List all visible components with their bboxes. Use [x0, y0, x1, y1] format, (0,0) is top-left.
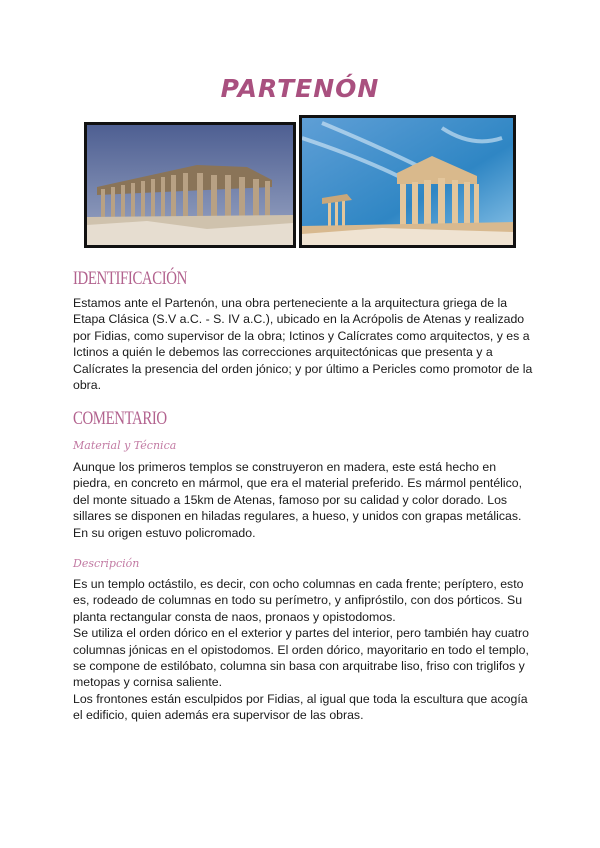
text-line: piedra, en concreto en mármol, que era el material preferido. Es mármol pentélico, — [73, 476, 523, 491]
parthenon-ruins-photo — [84, 122, 296, 248]
material-paragraph — [73, 459, 522, 541]
text-line: Aunque los primeros templos se construyeron en madera, este está hecho en — [73, 460, 497, 474]
section-heading-identificacion: IDENTIFICACIÓN — [73, 268, 187, 289]
text-line: metopas y cornisa saliente. — [73, 675, 223, 690]
text-line: por Fidias, como supervisor de la obra; Ictinos y Calícrates como arquitectos, y es a — [73, 328, 530, 343]
text-line: Estamos ante el Partenón, una obra perteneciente a la arquitectura griega de la — [73, 296, 508, 310]
text-line: el edificio, quien además era supervisor de las obras. — [73, 708, 364, 723]
subheading-material: Material y Técnica — [73, 439, 177, 452]
text-line: Los frontones están esculpidos por Fidias, al igual que toda la escultura que acogía — [73, 691, 528, 706]
text-line: En su origen estuvo policromado. — [73, 525, 256, 540]
text-line: sillares se disponen en hiladas regulares, a hueso, y unidos con grapas metálicas. — [73, 509, 522, 524]
subheading-descripcion: Descripción — [73, 557, 140, 570]
text-line: del monte situado a 15km de Atenas, famoso por su calidad y color dorado. Los — [73, 492, 508, 507]
page-title: PARTENÓN — [220, 74, 380, 103]
text-line: Etapa Clásica (S.V a.C. - S. IV a.C.), ubicado en la Acrópolis de Atenas y realizado — [73, 312, 525, 327]
descripcion-paragraph — [73, 576, 529, 724]
text-line: planta rectangular consta de naos, pronaos y opistodomos. — [73, 609, 396, 624]
text-line: Ictinos a quién le debemos las correcciones arquitectónicas que presenta y a — [73, 345, 493, 360]
text-line: se compone de estilóbato, columna sin basa con arquitrabe liso, friso con triglifos y — [73, 659, 525, 674]
text-line: Se utiliza el orden dórico en el exterior y partes del interior, pero también hay cuatro — [73, 626, 529, 641]
text-line: columnas jónicas en el opistodomos. El orden dórico, mayoritario en todo el templo, — [73, 642, 529, 657]
text-line: Es un templo octástilo, es decir, con ocho columnas en cada frente; períptero, esto — [73, 577, 524, 591]
parthenon-blue-sky-photo — [299, 115, 516, 248]
section-heading-comentario: COMENTARIO — [73, 408, 167, 429]
text-line: es, rodeado de columnas en todo su perímetro, y anfipróstilo, con dos pórticos. Su — [73, 593, 523, 608]
text-line: Calícrates la presencia del orden jónico; y por último a Pericles como promotor de la — [73, 361, 533, 376]
text-line: obra. — [73, 378, 102, 393]
identificacion-paragraph — [73, 295, 532, 393]
